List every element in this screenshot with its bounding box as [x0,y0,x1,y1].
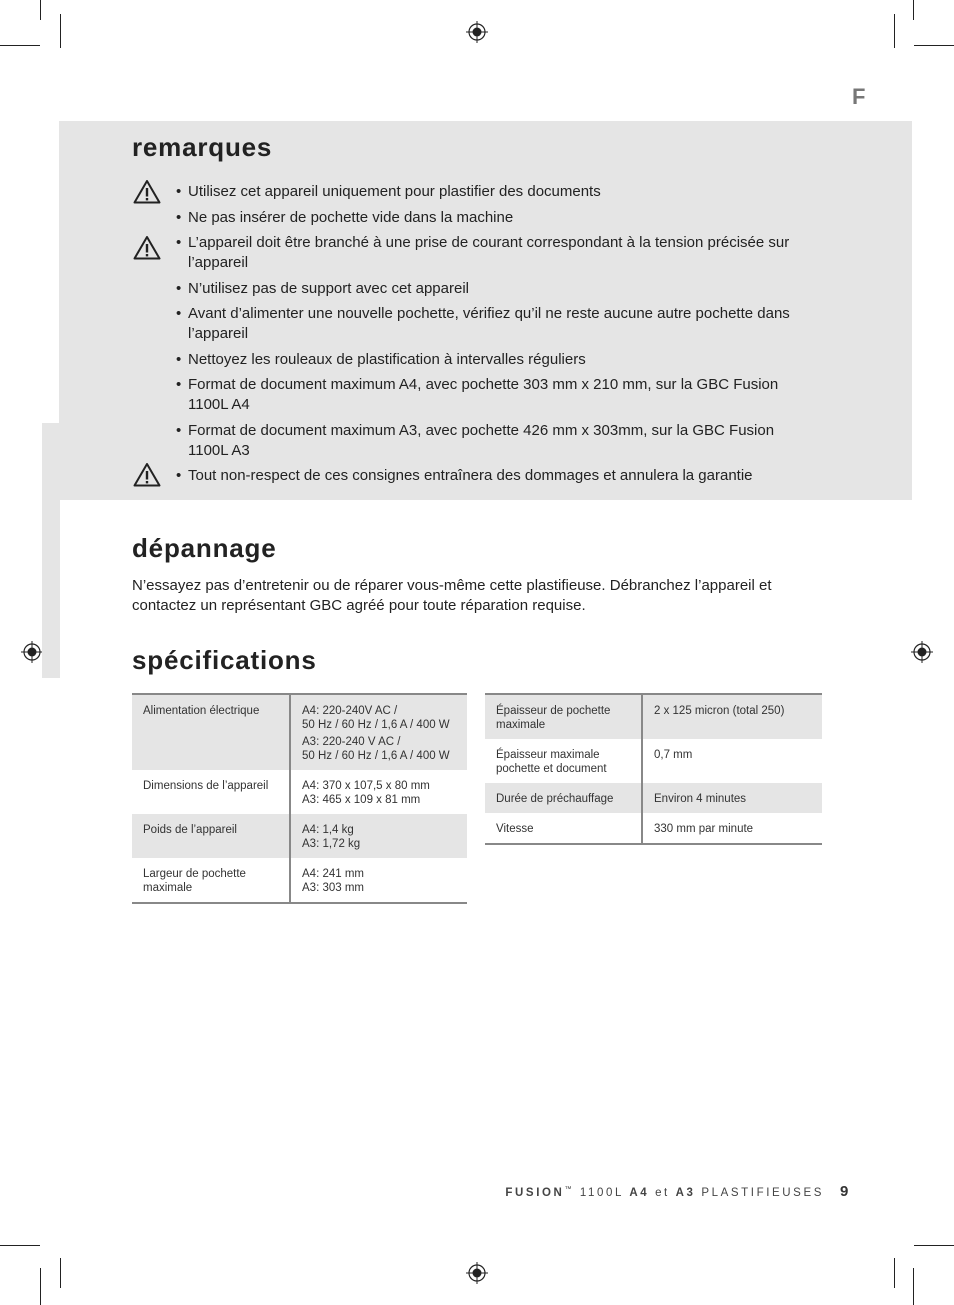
footer-product-line [505,1186,824,1199]
footer-size-a4: A4 [629,1186,650,1199]
table-row [132,858,467,903]
language-letter: F [852,84,866,109]
spec-value: Environ 4 minutes [642,783,822,813]
table-row [485,813,822,844]
table-row [485,694,822,739]
warning-icon [133,179,161,204]
list-item: • Tout non-respect de ces consignes entraînera des dommages et annulera la garantie [176,467,753,484]
side-tab [42,423,60,678]
spec-label: Dimensions de l’appareil [132,770,290,814]
spec-label: Largeur de pochette maximale [132,858,290,903]
spec-label: Épaisseur maximale pochette et document [485,739,642,783]
specifications-title: spécifications [132,645,317,675]
spec-value: 0,7 mm [654,749,693,761]
list-item: • N’utilisez pas de support avec cet appareil [176,279,469,297]
table-row [485,739,822,783]
spec-table-right [485,693,822,845]
page-number: 9 [840,1183,849,1200]
list-item: • Format de document maximum A3, avec pochette 426 mm x 303mm, sur la GBC Fusion 1100L A3 [176,421,775,459]
footer-product: PLASTIFIEUSES [701,1186,824,1199]
remarks-list [176,182,816,492]
registration-mark-icon [21,641,43,663]
spec-label: Épaisseur de pochette maximale [485,694,642,739]
spec-label: Durée de préchauffage [485,783,642,813]
spec-label: Alimentation électrique [132,694,290,770]
spec-value: 2 x 125 micron (total 250) [642,694,822,739]
troubleshooting-text: N’essayez pas d’entretenir ou de réparer vous-même cette plastifieuse. Débranchez l’appareil et contactez un représentant GBC agréé pour toute réparation requise. [132,577,772,614]
table-row [132,770,467,814]
troubleshooting-title: dépannage [132,533,277,563]
spec-label: Vitesse [485,813,642,844]
registration-mark-icon [911,641,933,663]
table-row [132,814,467,858]
registration-mark-icon [466,21,488,43]
list-item: • L’appareil doit être branché à une prise de courant correspondant à la tension précisée sur l’appareil [176,234,790,271]
list-item: • Ne pas insérer de pochette vide dans la machine [176,208,514,226]
spec-value: A4: 370 x 107,5 x 80 mm A3: 465 x 109 x 81 mm [302,780,430,806]
list-item: • Nettoyez les rouleaux de plastification à intervalles réguliers [176,350,586,368]
registration-mark-icon [466,1262,488,1284]
spec-value: A4: 1,4 kg A3: 1,72 kg [290,814,467,858]
table-row [485,783,822,813]
warning-icon [133,235,161,260]
list-item: • Utilisez cet appareil uniquement pour plastifier des documents [176,183,601,200]
spec-table-left [132,693,467,904]
warning-icon [133,462,161,487]
spec-value: A4: 220-240V AC / 50 Hz / 60 Hz / 1,6 A / 400 W A3: 220-240 V AC / 50 Hz / 60 Hz / 1,6 A / 400 W [290,694,467,770]
footer-size-a3: A3 [675,1186,696,1199]
spec-value: A4: 241 mm A3: 303 mm [302,868,364,894]
spec-value: 330 mm par minute [654,823,754,835]
footer-conjunction: et [655,1186,670,1199]
list-item: • Format de document maximum A4, avec pochette 303 mm x 210 mm, sur la GBC Fusion 1100L A4 [176,376,779,413]
list-item: • Avant d’alimenter une nouvelle pochette, vérifiez qu’il ne reste aucune autre pochette dans l’appareil [176,305,790,342]
footer-brand: FUSION [505,1186,565,1199]
remarks-title: remarques [132,132,273,162]
table-row [132,694,467,770]
footer-trademark: ™ [564,1186,575,1193]
spec-label: Poids de l’appareil [132,814,290,858]
footer-model: 1100L [579,1186,624,1199]
